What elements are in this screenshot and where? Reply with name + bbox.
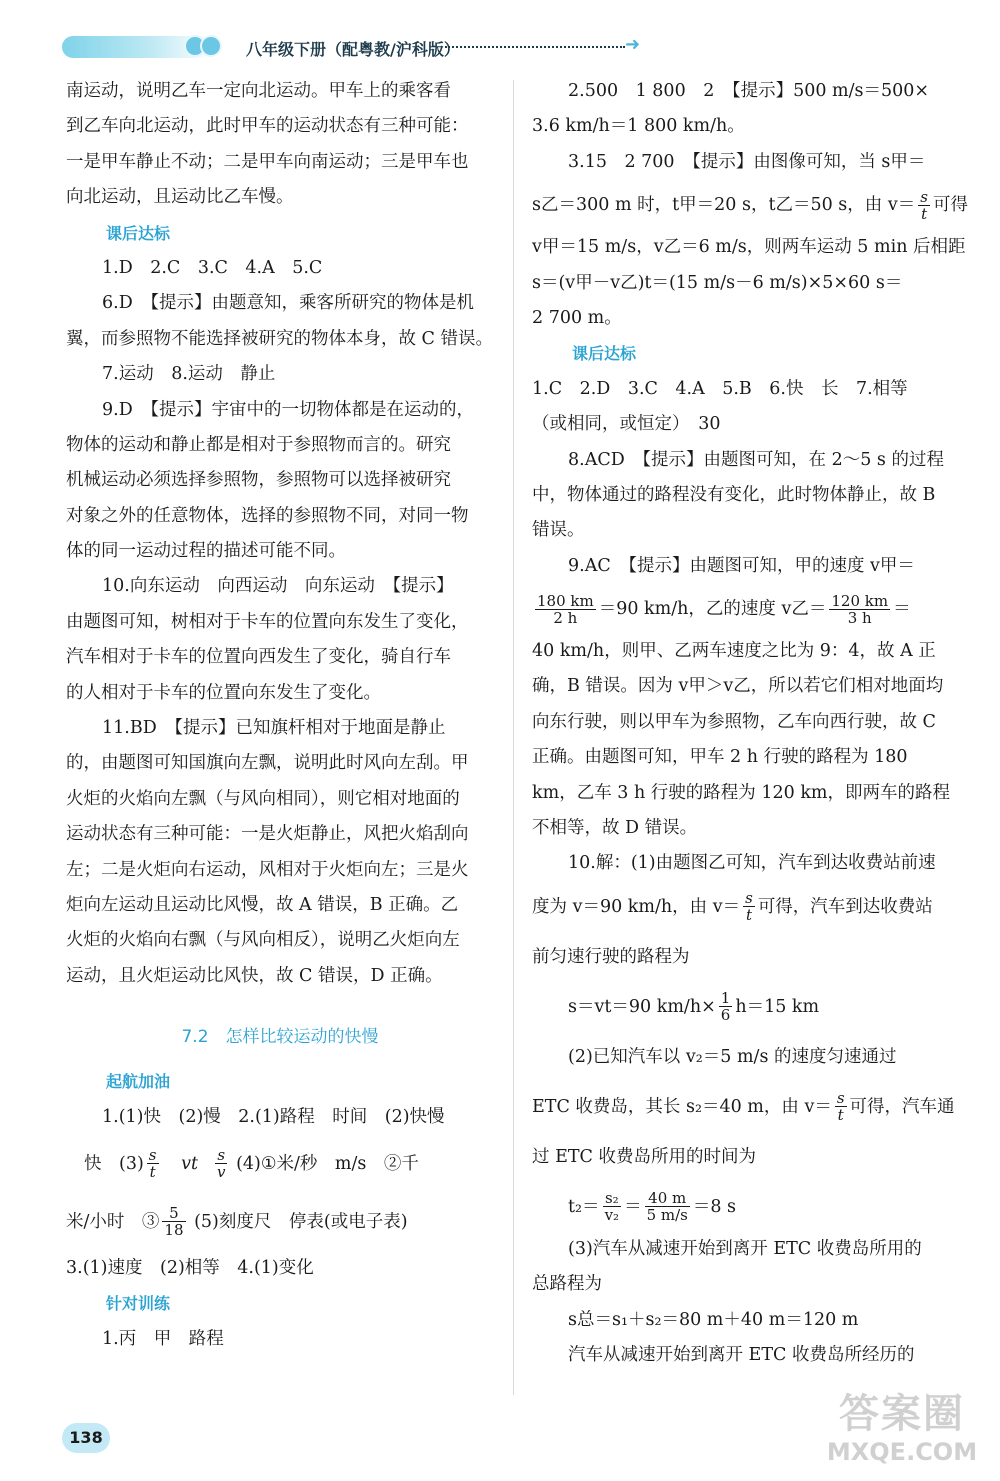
text-line: 过 ETC 收费岛所用的时间为 (532, 1146, 756, 1167)
text-line: 体的同一运动过程的描述可能不同。 (66, 541, 346, 562)
text-line: 的人相对于卡车的位置向东发生了变化。 (66, 682, 381, 703)
answer-line: 1.丙 甲 路程 (102, 1328, 224, 1349)
fraction (835, 1091, 847, 1123)
denominator: t (743, 906, 755, 923)
fraction (603, 1191, 622, 1223)
denominator: t (918, 205, 930, 222)
denominator: v₂ (604, 1206, 620, 1225)
answer-line: (3)汽车从减速开始到离开 ETC 收费岛所用的 (568, 1238, 922, 1259)
text-line: 3.6 km/h＝1 800 km/h。 (532, 116, 745, 137)
text-fragment: ＝90 km/h，乙的速度 v乙＝ (598, 599, 827, 620)
text-fragment: vt (181, 1153, 198, 1174)
text-fragment: 可得，汽车到达收费站 (757, 896, 933, 917)
text-fragment: (4)①米/秒 m/s ②千 (236, 1153, 419, 1174)
formula-line (66, 1193, 494, 1251)
text-line: 总路程为 (532, 1274, 602, 1295)
text-line: 南运动，说明乙车一定向北运动。甲车上的乘客看 (66, 81, 451, 101)
answer-line: 10.解：(1)由题图乙可知，汽车到达收费站前速 (568, 853, 936, 874)
text-line: 向北运动，且运动比乙车慢。 (66, 187, 294, 208)
text-line: 一是甲车静止不动；二是甲车向南运动；三是甲车也 (66, 151, 469, 172)
answer-line: 11.BD 【提示】已知旗杆相对于地面是静止 (102, 718, 446, 739)
denominator: 18 (164, 1221, 184, 1240)
page-number: 138 (62, 1423, 110, 1453)
text-line: 2 700 m。 (532, 307, 622, 328)
page-header (0, 28, 1000, 72)
answer-line: 3.(1)速度 (2)相等 4.(1)变化 (66, 1257, 314, 1278)
answer-line: 汽车从减速开始到离开 ETC 收费岛所经历的 (568, 1344, 915, 1365)
header-circle-icon (200, 35, 222, 57)
numerator: s₂ (604, 1189, 619, 1208)
answer-line: 1.C 2.D 3.C 4.A 5.B 6.快 长 7.相等 (532, 378, 908, 399)
watermark-title: 答案圈 (839, 1391, 965, 1437)
formula-line: s总＝s₁＋s₂＝80 m＋40 m＝120 m (568, 1309, 859, 1330)
text-line: 对象之外的任意物体，选择的参照物不同，对同一物 (66, 505, 469, 526)
denominator: v (217, 1163, 226, 1182)
formula-line (532, 1082, 960, 1132)
answer-line: 2.500 1 800 2 【提示】500 m/s＝500× (568, 81, 930, 101)
section-title: 7.2 怎样比较运动的快慢 (181, 1027, 379, 1048)
answer-line: (2)已知汽车以 v₂＝5 m/s 的速度匀速通过 (568, 1046, 897, 1067)
numerator: s (745, 889, 753, 908)
numerator: s (920, 187, 928, 206)
numerator: 180 km (537, 591, 594, 610)
section-heading: 起航加油 (106, 1072, 171, 1092)
text-line: 确，B 错误。因为 v甲＞v乙，所以若它们相对地面均 (532, 676, 944, 697)
text-fragment: ETC 收费岛，其长 s₂＝40 m，由 v＝ (532, 1096, 832, 1117)
text-line: 正确。由题图可知，甲车 2 h 行驶的路程为 180 (532, 747, 908, 768)
text-fragment: 快 (3) (84, 1153, 144, 1174)
fraction (743, 891, 755, 923)
denominator: 5 m/s (646, 1206, 688, 1225)
denominator: t (147, 1163, 159, 1180)
answer-line: 1.D 2.C 3.C 4.A 5.C (102, 257, 323, 278)
text-line: 前匀速行驶的路程为 (532, 946, 690, 967)
watermark (822, 1390, 982, 1472)
formula-line (532, 982, 960, 1032)
denominator: t (835, 1106, 847, 1123)
text-line: 运动，且火炬运动比风快，故 C 错误，D 正确。 (66, 965, 443, 986)
text-line: s＝(v甲－v乙)t＝(15 m/s－6 m/s)×5×60 s＝ (532, 272, 903, 293)
text-line: 火炬的火焰向左飘（与风向相同），则它相对地面的 (66, 788, 460, 809)
answer-line: 8.ACD 【提示】由题图可知，在 2～5 s 的过程 (568, 449, 944, 470)
answer-line: 9.AC 【提示】由题图可知，甲的速度 v甲＝ (568, 555, 915, 576)
right-column (532, 74, 968, 1373)
text-line: 中，物体通过的路程没有变化，此时物体静止，故 B (532, 484, 936, 505)
formula-line (532, 882, 960, 932)
left-column (66, 74, 494, 1357)
column-divider (513, 80, 514, 1395)
denominator: 3 h (829, 609, 890, 626)
text-fragment: (5)刻度尺 停表(或电子表) (194, 1211, 408, 1232)
answer-line: 9.D 【提示】宇宙中的一切物体都是在运动的， (102, 399, 474, 420)
header-dotted-line (445, 46, 625, 48)
watermark-url: MXQE.COM (826, 1438, 978, 1466)
text-fragment: s＝vt＝90 km/h× (568, 996, 716, 1017)
answer-line: 6.D 【提示】由题意知，乘客所研究的物体是机 (102, 293, 474, 314)
text-line: 火炬的火焰向右飘（与风向相反），说明乙火炬向左 (66, 930, 460, 951)
fraction (645, 1191, 690, 1223)
fraction (829, 591, 890, 627)
text-fragment: t₂＝ (568, 1196, 600, 1217)
text-fragment: ＝ (624, 1196, 642, 1217)
answer-line: 3.15 2 700 【提示】由图像可知，当 s甲＝ (568, 151, 926, 172)
formula-line (532, 180, 968, 230)
text-line: 到乙车向北运动，此时甲车的运动状态有三种可能： (66, 116, 469, 137)
formula-line (66, 1135, 494, 1193)
formula-line (532, 1182, 960, 1232)
answer-line: 1.(1)快 (2)慢 2.(1)路程 时间 (2)快慢 (102, 1106, 445, 1127)
text-line: km，乙车 3 h 行驶的路程为 120 km，即两车的路程 (532, 782, 951, 803)
text-fragment: 可得，汽车通 (849, 1096, 955, 1117)
text-fragment: ＝8 s (692, 1196, 737, 1217)
fraction (215, 1148, 227, 1180)
text-line: 不相等，故 D 错误。 (532, 818, 698, 839)
text-line: 翼，而参照物不能选择被研究的物体本身，故 C 错误。 (66, 328, 494, 349)
text-line: 的，由题图可知国旗向左飘，说明此时风向左刮。甲 (66, 753, 469, 774)
text-line: 汽车相对于卡车的位置向西发生了变化，骑自行车 (66, 647, 451, 668)
text-line: 机械运动必须选择参照物，参照物可以选择被研究 (66, 470, 451, 491)
text-line: 40 km/h，则甲、乙两车速度之比为 9：4，故 A 正 (532, 641, 936, 662)
denominator: 6 (720, 1006, 731, 1025)
text-fragment: ＝ (893, 599, 911, 620)
denominator: 2 h (535, 609, 596, 626)
numerator: 120 km (831, 591, 889, 610)
fraction (162, 1206, 185, 1238)
text-fragment: 米/小时 ③ (66, 1211, 160, 1232)
text-line: 错误。 (532, 520, 585, 541)
text-fragment: 度为 v＝90 km/h，由 v＝ (532, 896, 741, 917)
text-line: （或相同，或恒定） 30 (532, 414, 721, 435)
fraction (918, 187, 930, 223)
numerator: 5 (169, 1204, 179, 1223)
answer-line: 10.向东运动 向西运动 向东运动 【提示】 (102, 576, 454, 597)
numerator: s (148, 1146, 157, 1165)
header-title: 八年级下册（配粤教/沪科版） (246, 40, 460, 59)
text-line: 物体的运动和静止都是相对于参照物而言的。研究 (66, 434, 451, 455)
section-heading: 课后达标 (106, 223, 171, 243)
fraction (535, 591, 596, 627)
arrow-right-icon: ➜ (625, 34, 641, 55)
text-fragment: s乙＝300 m 时，t甲＝20 s，t乙＝50 s，由 v＝ (532, 195, 916, 216)
numerator: 40 m (648, 1189, 687, 1208)
text-line: v甲＝15 m/s，v乙＝6 m/s，则两车运动 5 min 后相距 (532, 237, 966, 258)
numerator: s (836, 1089, 845, 1108)
formula-line (532, 584, 960, 634)
text-line: 炬向左运动且运动比风慢，故 A 错误，B 正确。乙 (66, 894, 459, 915)
text-fragment: h＝15 km (735, 996, 820, 1017)
text-fragment: 可得 (932, 195, 968, 216)
text-line: 左；二是火炬向右运动，风相对于火炬向左；三是火 (66, 859, 469, 880)
fraction (147, 1148, 159, 1180)
numerator: 1 (720, 989, 731, 1008)
numerator: s (217, 1146, 226, 1165)
fraction (719, 991, 733, 1023)
text-line: 运动状态有三种可能：一是火炬静止，风把火焰刮向 (66, 824, 469, 845)
answer-line: 7.运动 8.运动 静止 (102, 364, 276, 385)
text-line: 向东行驶，则以甲车为参照物，乙车向西行驶，故 C (532, 711, 936, 732)
section-heading: 针对训练 (106, 1294, 171, 1314)
section-heading: 课后达标 (572, 344, 637, 364)
text-line: 由题图可知，树相对于卡车的位置向东发生了变化， (66, 611, 469, 632)
